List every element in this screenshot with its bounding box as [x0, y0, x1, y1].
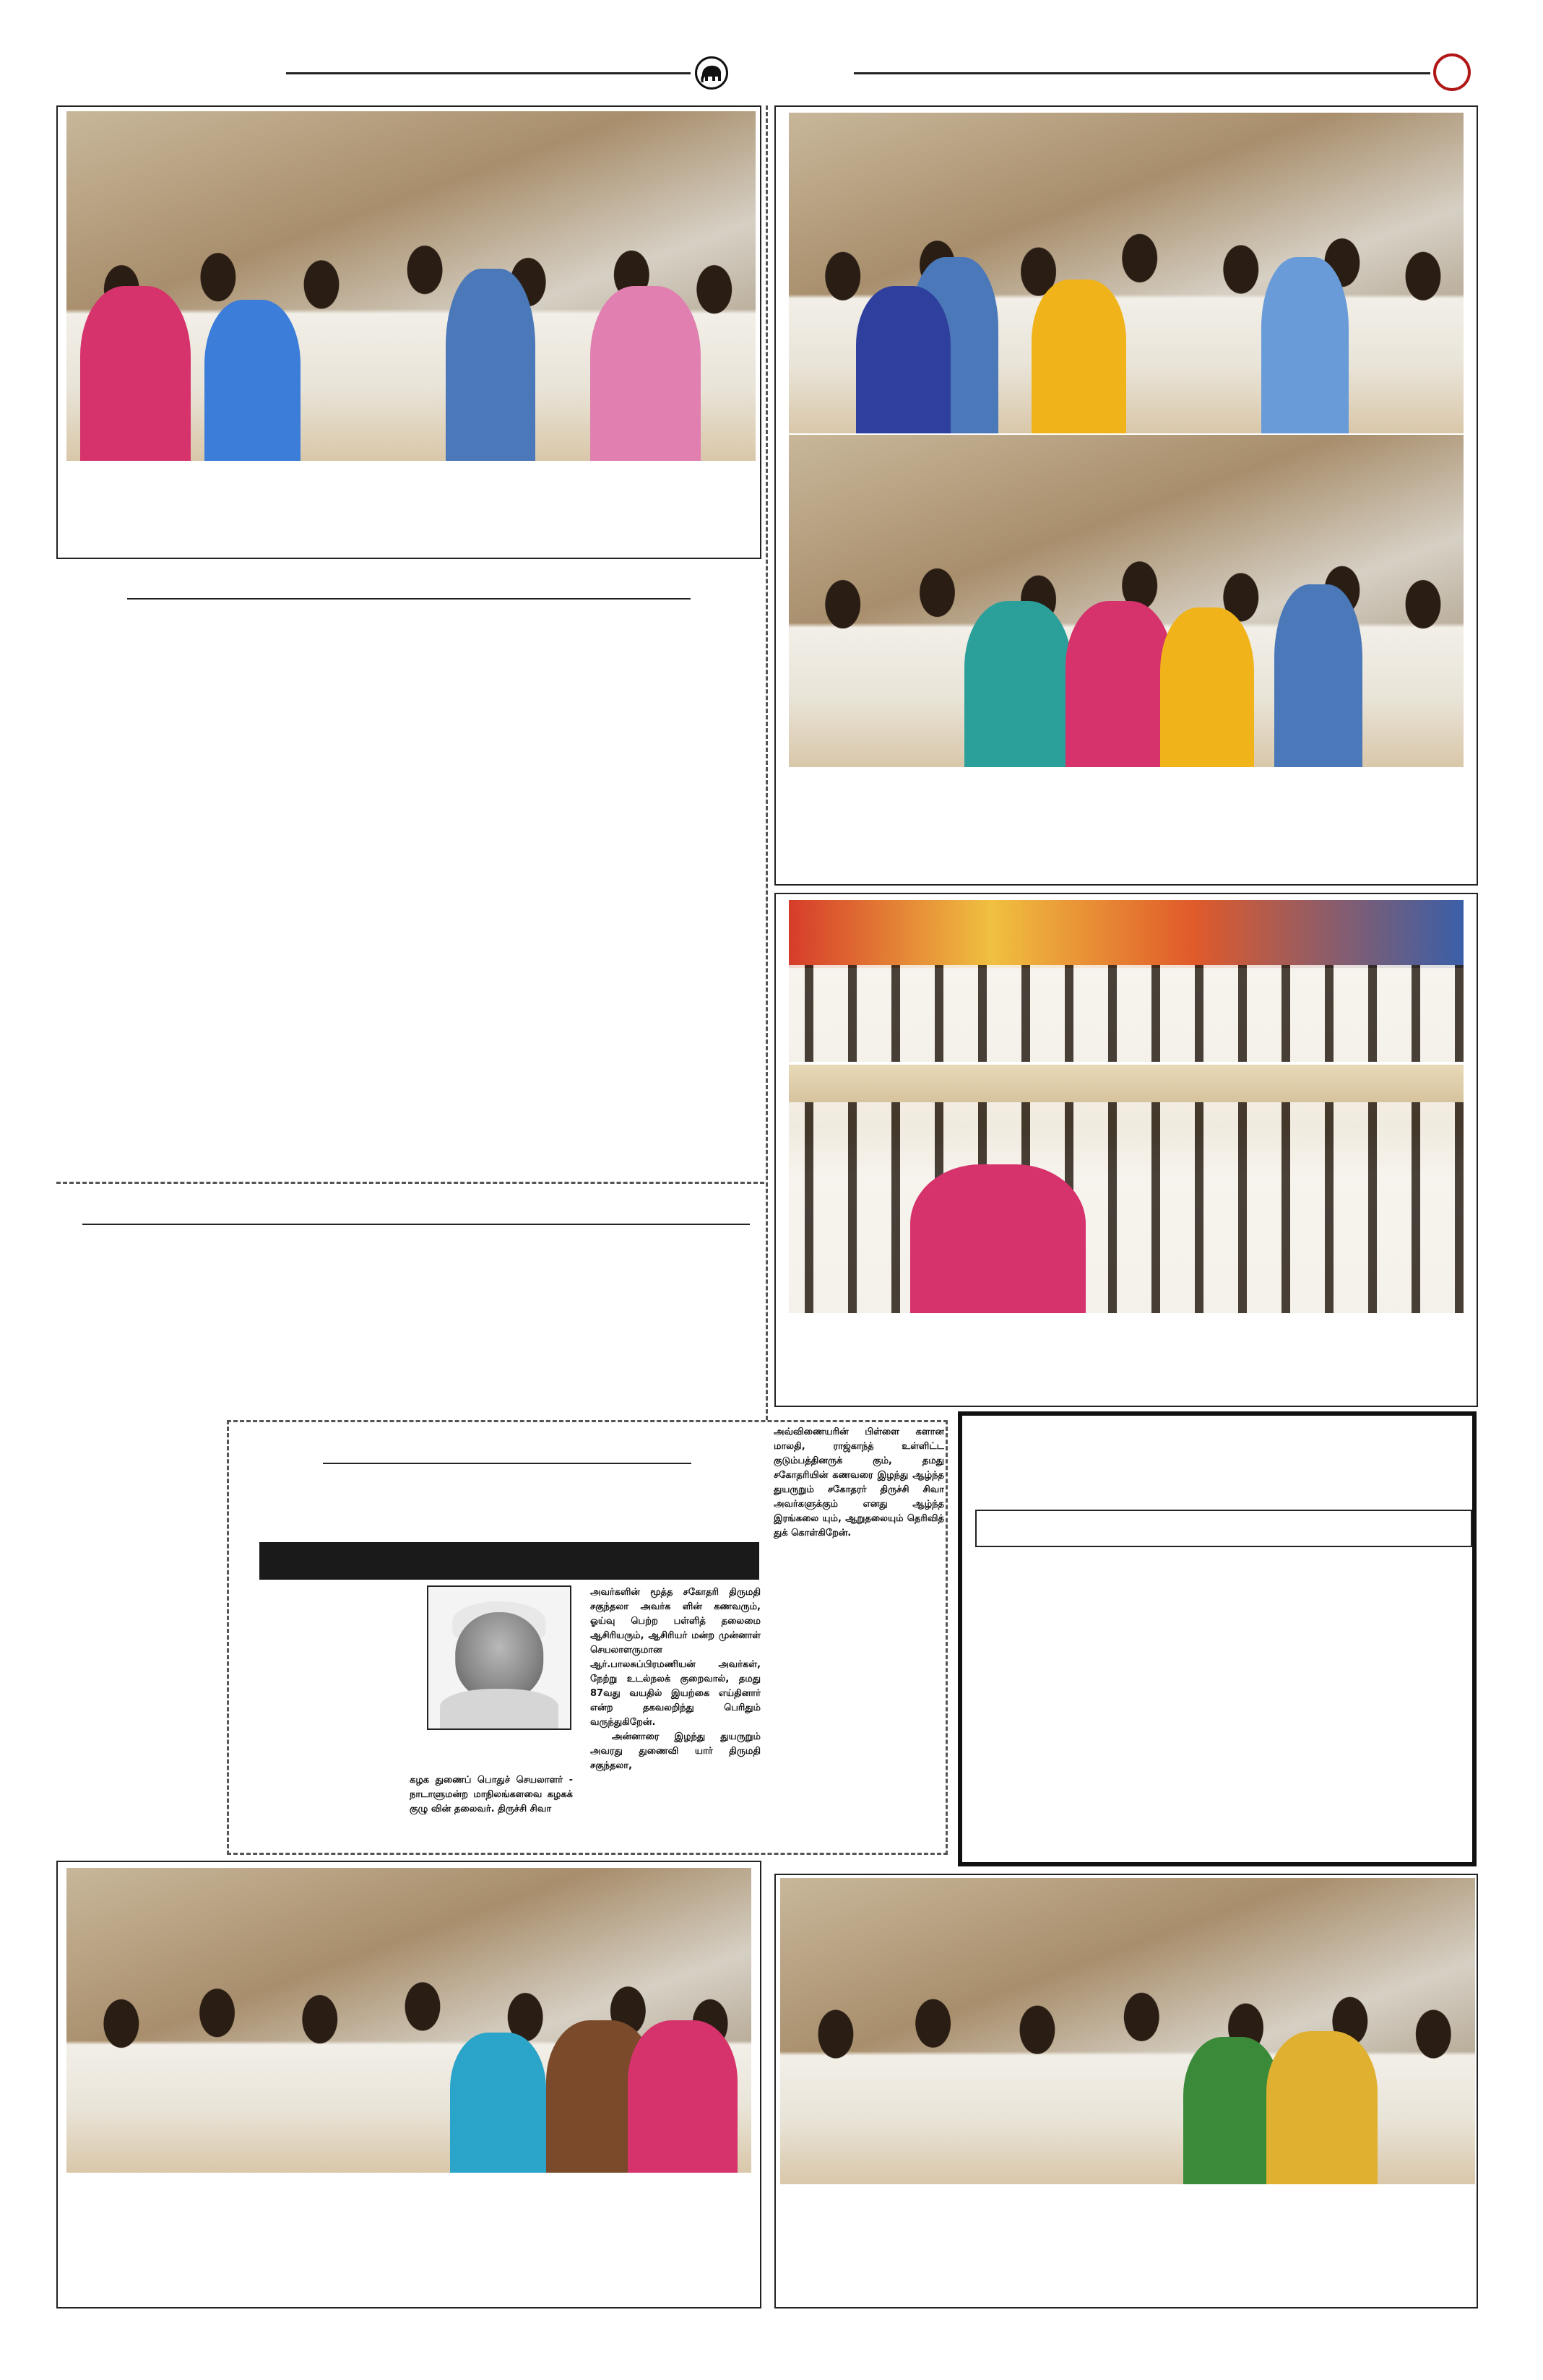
red-circle-icon: [1433, 53, 1471, 91]
section-rule: [127, 598, 691, 600]
audience-photo: [789, 1065, 1464, 1313]
obituary-text-col3: அவ்விணையரின் பிள்ளை களான மாலதி, ராஜ்காந்த் உள்ளிட்ட குடும்பத்தினருக் கும், தமது சகோதரியின் கணவரை இழந்து ஆழ்ந்த துயருறும் சகோதரர் திருச்சி சிவா அவர்களுக்கும் எனது ஆழ்ந்த இரங்கலை யும், ஆறுதலையும் தெரிவித் துக் கொள்கிறேன்.: [774, 1427, 944, 1539]
column-separator: [766, 105, 768, 1420]
obituary-text-col2: [590, 1585, 761, 1853]
header-rule-right: [854, 72, 1430, 74]
petition-photo: [66, 1868, 751, 2173]
article-box-top-left: [56, 105, 761, 559]
header-rule-left: [286, 72, 691, 74]
portrait-photo: [427, 1585, 571, 1730]
obituary-heading-rule: [323, 1463, 691, 1464]
group-handover-photo: [66, 111, 756, 461]
scooter-handover-photo: [789, 435, 1464, 767]
obituary-paragraph: அன்னாரை இழந்து துயருறும் அவரது துணைவி யார் திருமதி சகுந்தலா,: [590, 1731, 761, 1771]
stage-photo: [789, 900, 1464, 1062]
notice-inner-bar: [975, 1510, 1472, 1547]
meeting-photo: [789, 113, 1464, 433]
section-rule-2: [82, 1224, 750, 1225]
article-box-top-right: [774, 105, 1478, 886]
obituary-text-col1: கழக துணைப் பொதுச் செயலாளர் - நாடாளுமன்ற மாநிலங்களவை கழகக் குழு வின் தலைவர். திருச்சி சிவா: [410, 1775, 573, 1814]
elephant-emblem-icon: [695, 56, 728, 90]
notice-box: [958, 1411, 1477, 1866]
section-separator: [56, 1182, 764, 1184]
article-box-middle-right: [774, 893, 1478, 1407]
obituary-title-bar: [259, 1542, 759, 1580]
obituary-paragraph: அவர்களின் மூத்த சகோதரி திருமதி சகுந்தலா அவர்க ளின் கணவரும், ஓய்வு பெற்ற பள்ளித் தலைமை ஆசிரியரும், ஆசிரியர் மன்ற முன்னாள் செயலாளருமான ஆர்.பாலசுப்பிரமணியன் அவர்கள், நேற்று உடல்நலக் குறைவால், தமது 87வது வயதில் இயற்கை எய்தினார் என்ற தகவலறிந்து பெரிதும் வருந்துகிறேன்.: [590, 1587, 761, 1728]
hospital-visit-photo: [780, 1878, 1475, 2184]
obituary-box: [227, 1420, 948, 1855]
article-box-bottom-left: [56, 1861, 761, 2308]
article-box-bottom-right: [774, 1874, 1478, 2308]
